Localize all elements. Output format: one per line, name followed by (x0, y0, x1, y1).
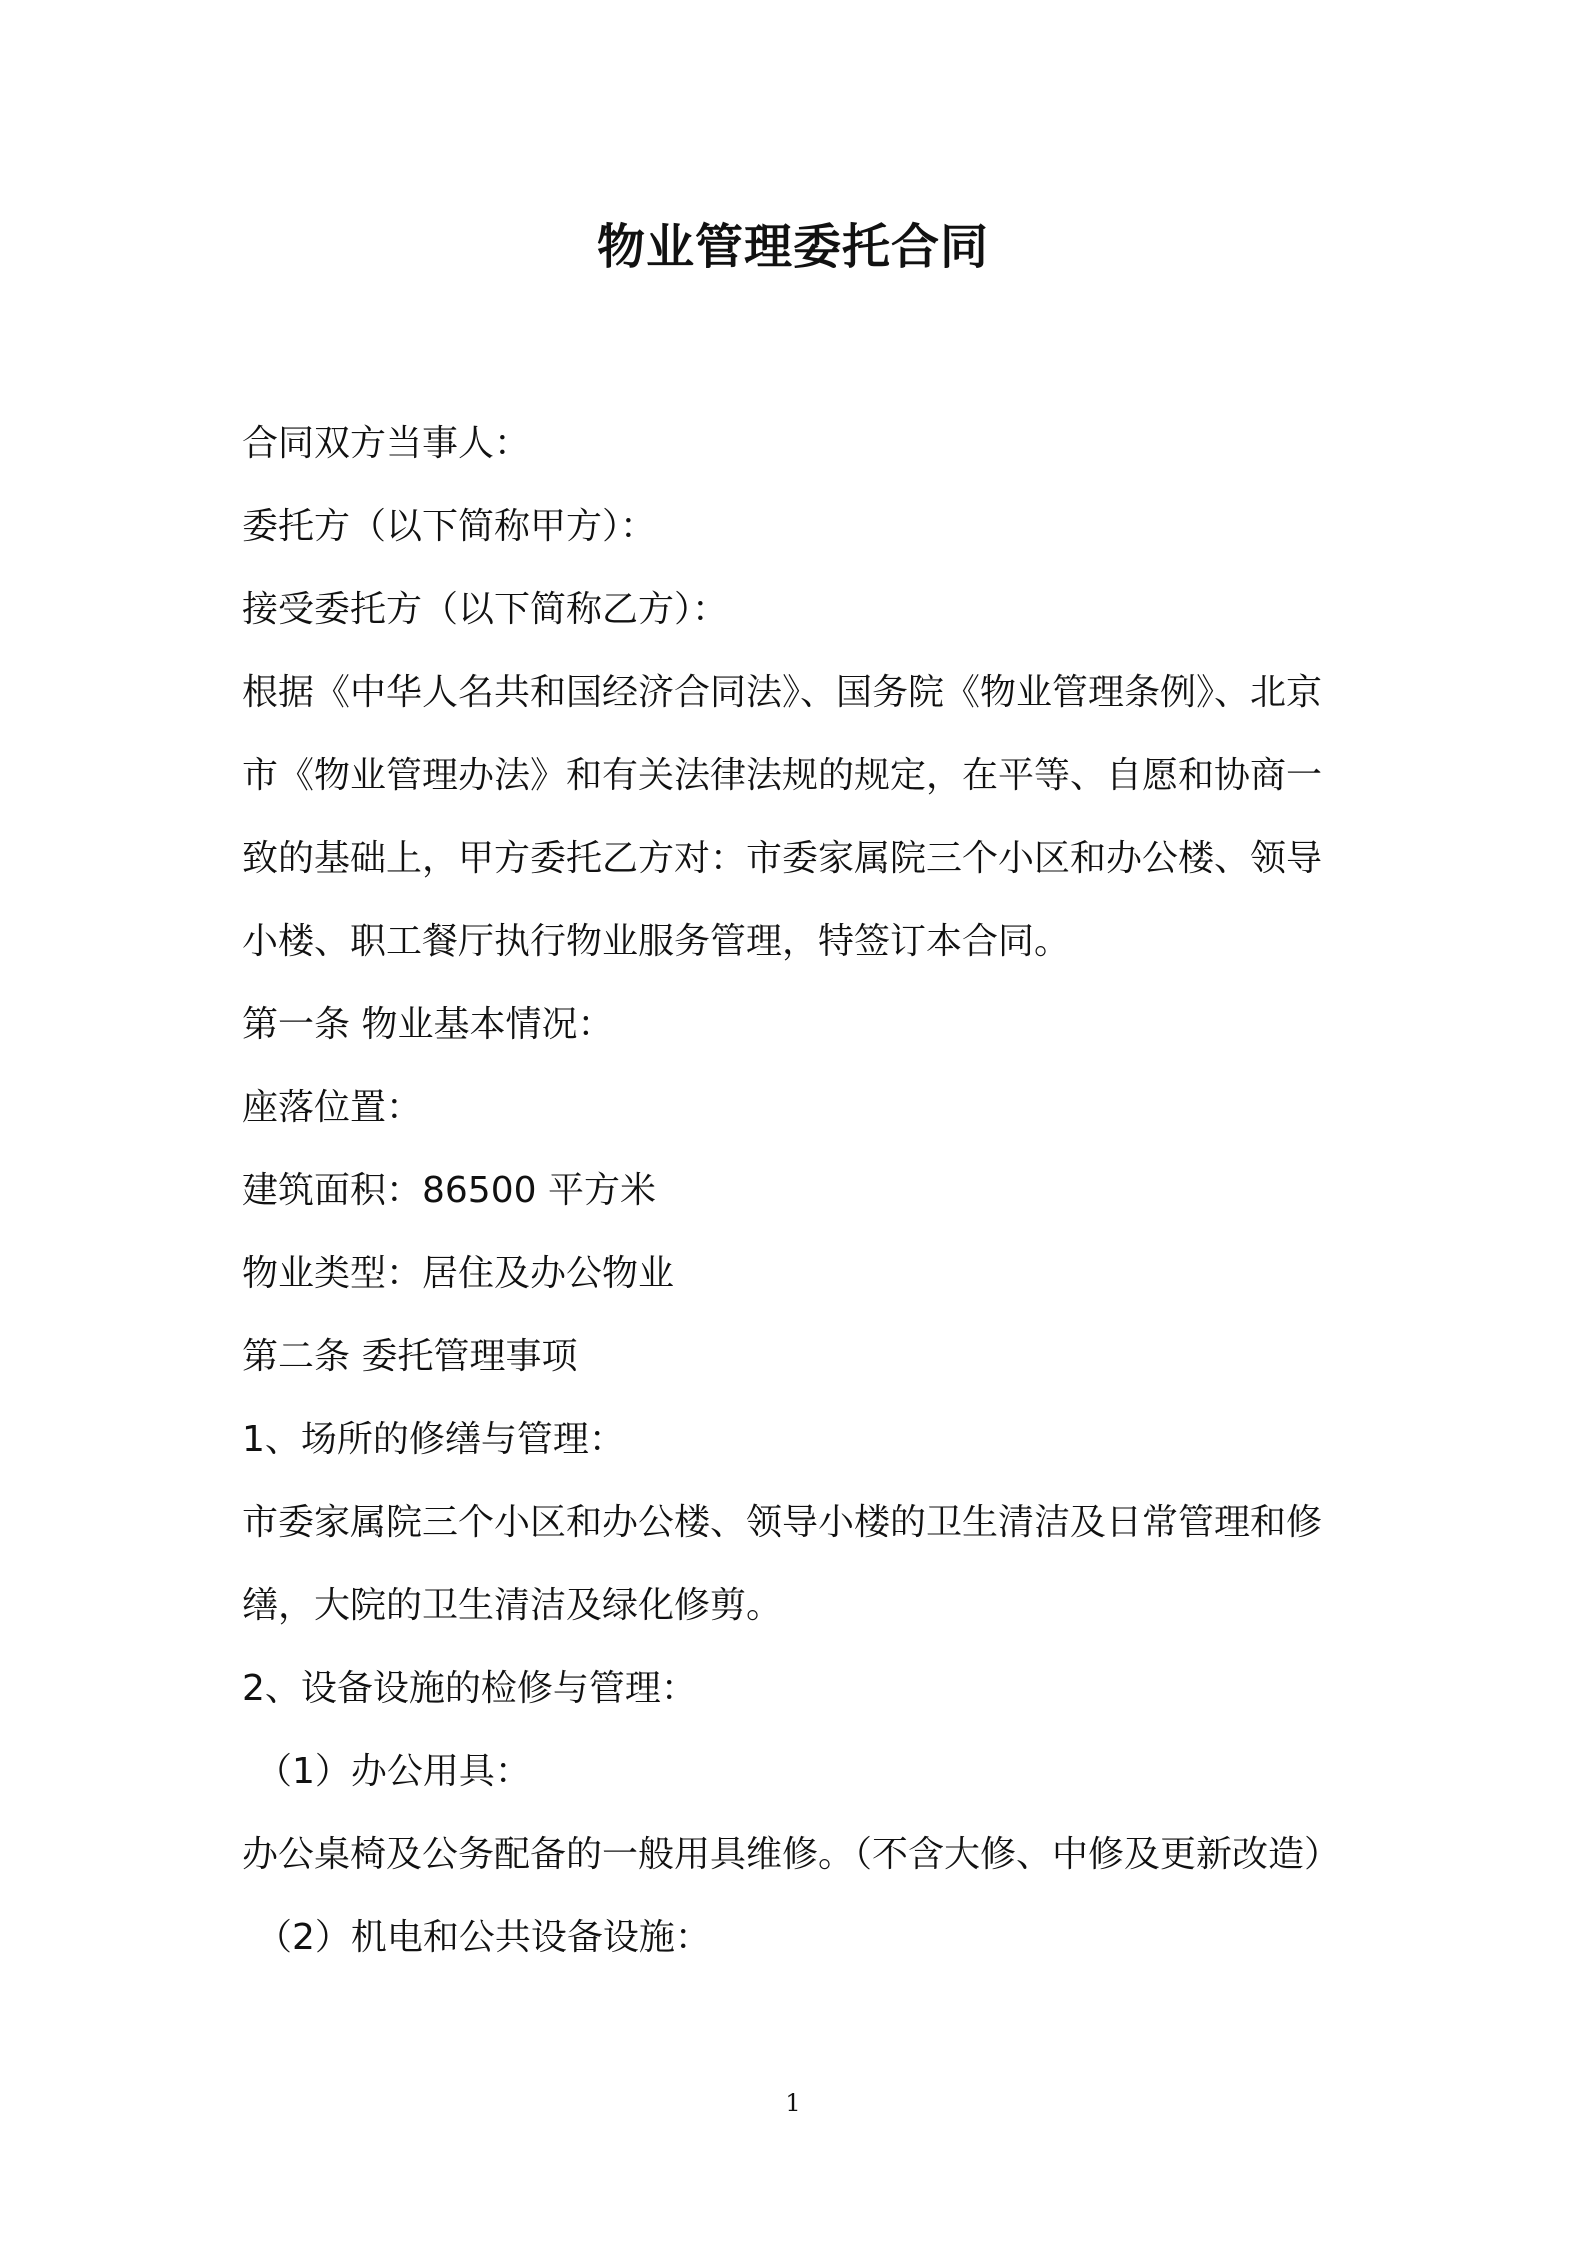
item-2-heading: 2、设备设施的检修与管理： (242, 1668, 697, 1709)
subitem-2-heading: （2）机电和公共设备设施： (256, 1917, 711, 1958)
item-1-heading: 1、场所的修缮与管理： (242, 1419, 625, 1460)
item-1-body: 市委家属院三个小区和办公楼、领导小楼的卫生清洁及日常管理和修缮，大院的卫生清洁及绿化修剪。 (242, 1502, 1323, 1626)
article-1-heading: 第一条 物业基本情况： (242, 1004, 614, 1045)
paragraph-floor-area: 建筑面积：86500 平方米 (242, 1170, 656, 1211)
subitem-1-heading: （1）办公用具： (256, 1751, 531, 1792)
document-body (242, 402, 1354, 1979)
subitem-1-body: 办公桌椅及公务配备的一般用具维修。（不含大修、中修及更新改造） (242, 1834, 1341, 1875)
document-title: 物业管理委托合同 (596, 219, 989, 275)
article-2-heading: 第二条 委托管理事项 (242, 1336, 578, 1377)
paragraph-location: 座落位置： (242, 1087, 423, 1128)
paragraph-party-a: 委托方（以下简称甲方）： (242, 506, 657, 547)
paragraph-property-type: 物业类型：居住及办公物业 (242, 1253, 675, 1294)
paragraph-party-b: 接受委托方（以下简称乙方）： (242, 589, 729, 630)
paragraph-preamble: 根据《中华人名共和国经济合同法》、国务院《物业管理条例》、北京市《物业管理办法》和有关法律法规的规定，在平等、自愿和协商一致的基础上，甲方委托乙方对：市委家属院三个小区和办公楼、领导小楼、职工餐厅执行物业服务管理，特签订本合同。 (242, 672, 1323, 962)
page-number: 1 (785, 2089, 801, 2117)
paragraph-parties: 合同双方当事人： (242, 423, 531, 464)
